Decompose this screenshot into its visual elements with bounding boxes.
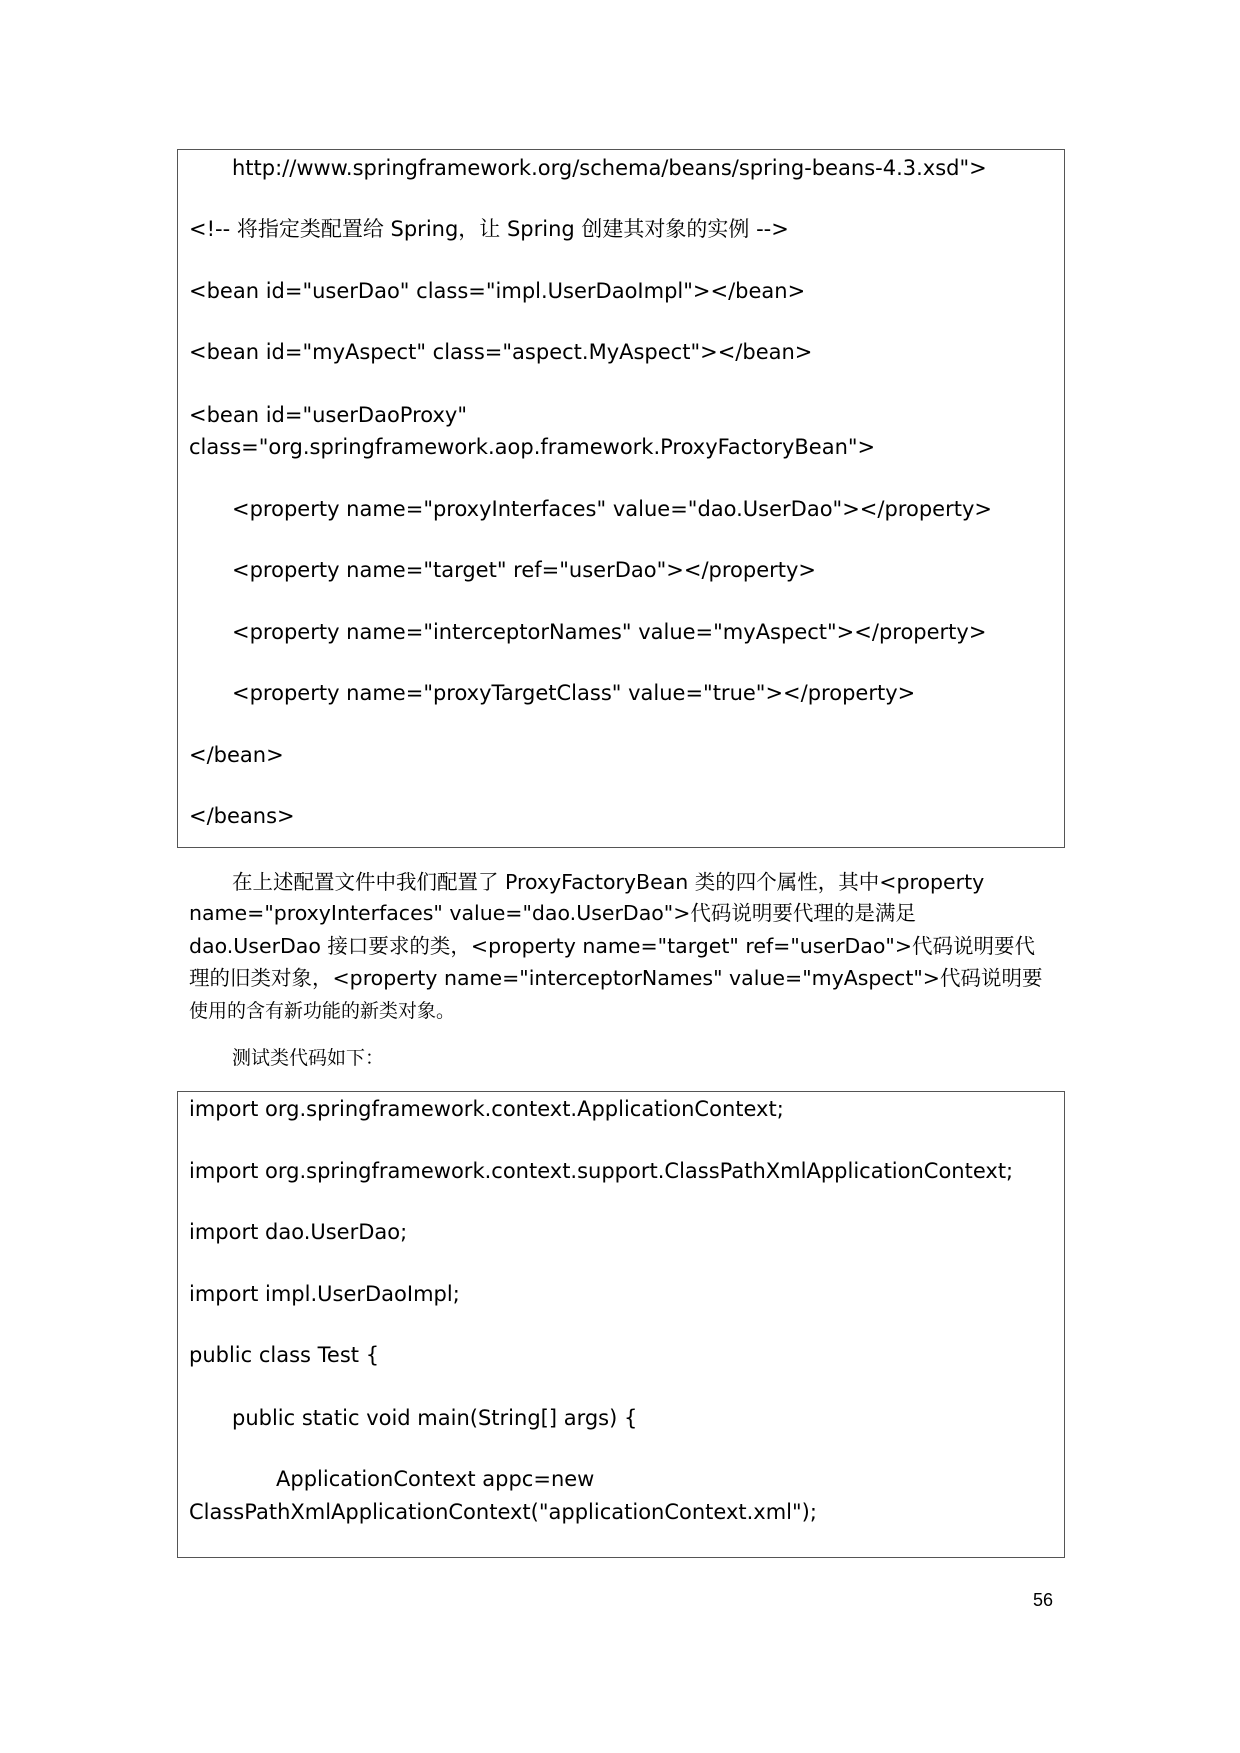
code-line: import dao.UserDao;: [189, 1220, 408, 1244]
code-line: ClassPathXmlApplicationContext("applicationContext.xml");: [189, 1500, 817, 1524]
code-line: <bean id="userDaoProxy": [189, 403, 467, 427]
page-number: 56: [1033, 1590, 1054, 1610]
code-line: <bean id="myAspect" class="aspect.MyAspect"></bean>: [189, 340, 813, 364]
code-line: ApplicationContext appc=new: [276, 1467, 595, 1491]
explanation-line: name="proxyInterfaces" value="dao.UserDao">代码说明要代理的是满足: [189, 901, 916, 925]
code-line: </beans>: [189, 804, 295, 828]
code-line: import org.springframework.context.support.ClassPathXmlApplicationContext;: [189, 1159, 1014, 1183]
code-line: <property name="proxyInterfaces" value="dao.UserDao"></property>: [232, 497, 992, 521]
code-line: http://www.springframework.org/schema/beans/spring-beans-4.3.xsd">: [232, 156, 987, 180]
explanation-line: 理的旧类对象，<property name="interceptorNames" value="myAspect">代码说明要: [189, 966, 1043, 990]
test-intro: 测试类代码如下：: [232, 1047, 385, 1069]
code-line: public static void main(String[] args) {: [232, 1406, 638, 1430]
code-line: import org.springframework.context.ApplicationContext;: [189, 1097, 784, 1121]
code-line: </bean>: [189, 743, 284, 767]
explanation-line: dao.UserDao 接口要求的类，<property name="target" ref="userDao">代码说明要代: [189, 934, 1035, 958]
code-line: <!-- 将指定类配置给 Spring，让 Spring 创建其对象的实例 -->: [189, 217, 789, 241]
code-line: public class Test {: [189, 1343, 380, 1367]
code-line: <property name="target" ref="userDao"></property>: [232, 558, 817, 582]
code-line: <property name="proxyTargetClass" value="true"></property>: [232, 681, 916, 705]
explanation-line: 在上述配置文件中我们配置了 ProxyFactoryBean 类的四个属性，其中<property: [232, 870, 985, 894]
code-line: <property name="interceptorNames" value="myAspect"></property>: [232, 620, 987, 644]
explanation-line: 使用的含有新功能的新类对象。: [189, 1000, 456, 1022]
code-line: import impl.UserDaoImpl;: [189, 1282, 460, 1306]
code-line: class="org.springframework.aop.framework.ProxyFactoryBean">: [189, 435, 876, 459]
code-line: <bean id="userDao" class="impl.UserDaoImpl"></bean>: [189, 279, 806, 303]
